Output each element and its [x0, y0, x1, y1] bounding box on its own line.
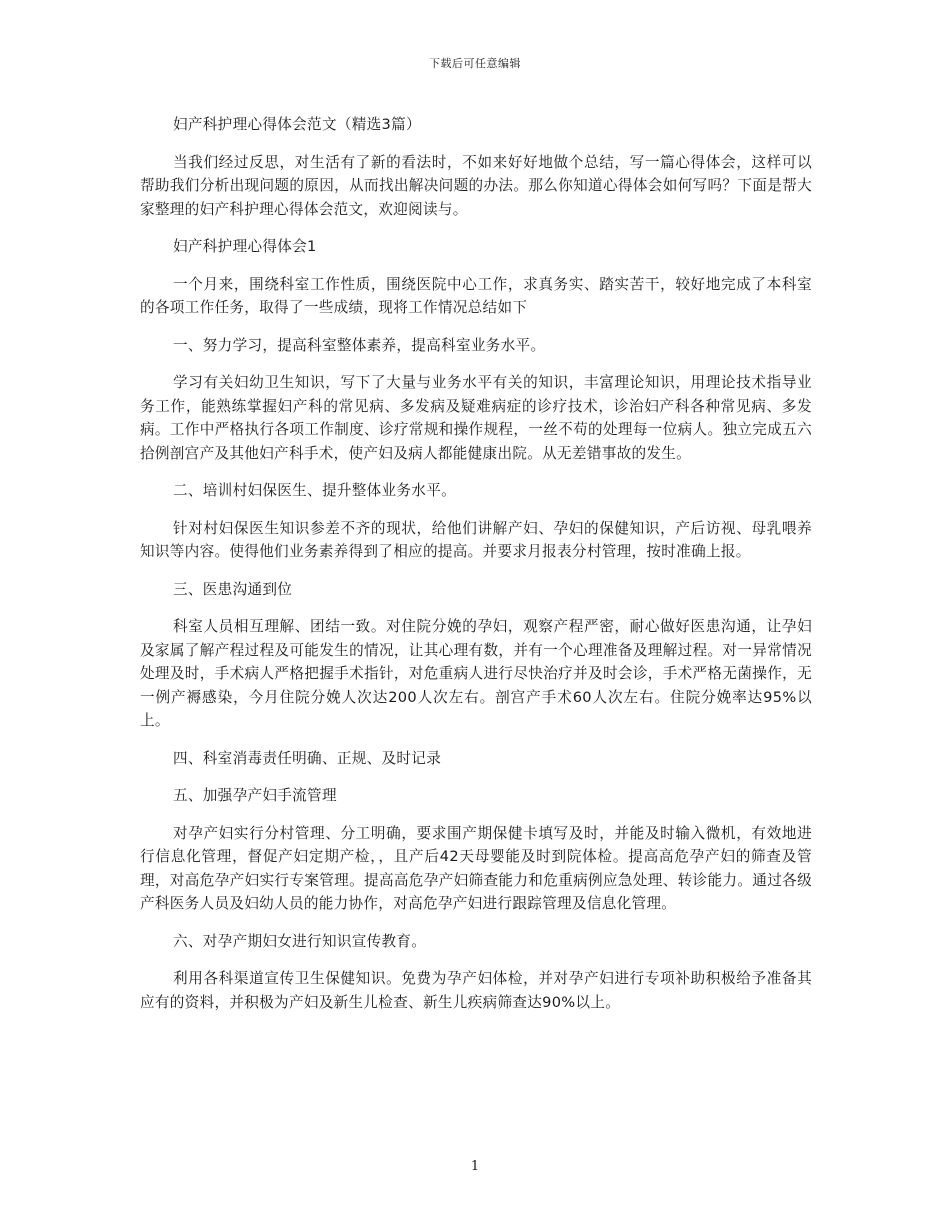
document-title: 妇产科护理心得体会范文（精选3篇）: [173, 116, 421, 133]
paragraph-education: 利用各科渠道宣传卫生保健知识。免费为孕产妇体检，并对孕产妇进行专项补助积极给予准备其应有的资料，并积极为产妇及新生儿检查、新生儿疾病筛查达90%以上。: [140, 970, 812, 1011]
paragraph-management: 对孕产妇实行分村管理、分工明确，要求围产期保健卡填写及时，并能及时输入微机，有效地进行信息化管理，督促产妇定期产检，，且产后42天母婴能及时到院体检。提高高危孕产妇的筛查及管理，对高危孕产妇实行专案管理。提高高危孕产妇筛查能力和危重病例应急处理、转诊能力。通过各级产科医务人员及妇幼人员的能力协作，对高危孕产妇进行跟踪管理及信息化管理。: [140, 824, 812, 912]
heading-education: 六、对孕产期妇女进行知识宣传教育。: [173, 932, 427, 950]
paragraph-communication: 科室人员相互理解、团结一致。对住院分娩的孕妇，观察产程严密，耐心做好医患沟通，让孕妇及家属了解产程过程及可能发生的情况，让其心理有数，并有一个心理准备及理解过程。对一异常情况处理及时，手术病人严格把握手术指针，对危重病人进行尽快治疗并及时会诊，手术严格无菌操作，无一例产褥感染，今月住院分娩人次达200人次左右。剖宫产手术60人次左右。住院分娩率达95%以上。: [140, 618, 812, 729]
section-title: 妇产科护理心得体会1: [173, 238, 317, 255]
heading-management: 五、加强孕产妇手流管理: [173, 787, 337, 804]
heading-study: 一、努力学习，提高科室整体素养，提高科室业务水平。: [173, 336, 546, 354]
intro-paragraph: 当我们经过反思，对生活有了新的看法时，不如来好好地做个总结，写一篇心得体会，这样可以帮助我们分析出现问题的原因，从而找出解决问题的办法。那么你知道心得体会如何写吗？下面是帮大家整理的妇产科护理心得体会范文，欢迎阅读与。: [140, 153, 812, 218]
page-header-note: 下载后可任意编辑: [429, 57, 521, 70]
paragraph-study: 学习有关妇幼卫生知识，写下了大量与业务水平有关的知识，丰富理论知识，用理论技术指导业务工作，能熟练掌握妇产科的常见病、多发病及疑难病症的诊疗技术，诊治妇产科各种常见病、多发病。工作中严格执行各项工作制度、诊疗常规和操作规程，一丝不苟的处理每一位病人。独立完成五六拾例剖宫产及其他妇产科手术，使产妇及病人都能健康出院。从无差错事故的发生。: [140, 374, 812, 462]
summary-paragraph: 一个月来，围绕科室工作性质，围绕医院中心工作，求真务实、踏实苦干，较好地完成了本科室的各项工作任务，取得了一些成绩，现将工作情况总结如下: [140, 275, 812, 316]
heading-disinfection: 四、科室消毒责任明确、正规、及时记录: [173, 749, 442, 767]
heading-training: 二、培训村妇保医生、提升整体业务水平。: [173, 482, 456, 499]
document-body: [140, 113, 812, 1028]
page-number: 1: [470, 1159, 480, 1174]
heading-communication: 三、医患沟通到位: [173, 580, 293, 598]
paragraph-training: 针对村妇保医生知识参差不齐的现状，给他们讲解产妇、孕妇的保健知识，产后访视、母乳喂养知识等内容。使得他们业务素养得到了相应的提高。并要求月报表分村管理，按时准确上报。: [140, 519, 812, 560]
